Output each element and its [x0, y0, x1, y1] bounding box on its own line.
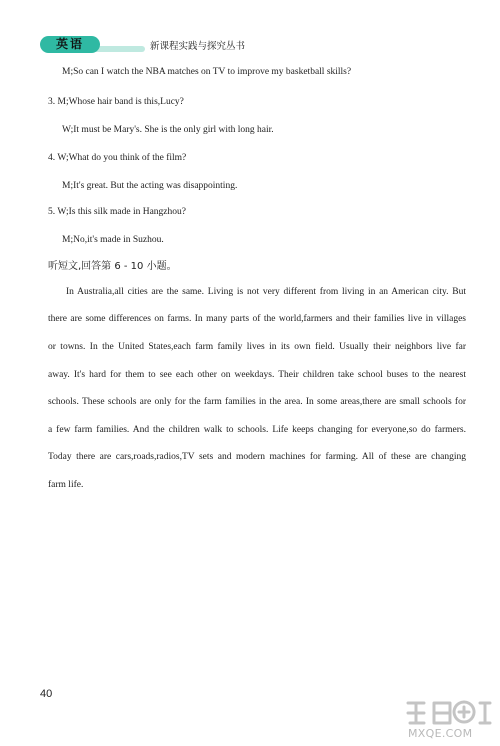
page-number: 40	[40, 688, 53, 700]
section-heading: 听短文,回答第 6 - 10 小题。	[48, 261, 177, 272]
passage-line-7: Today there are cars,roads,radios,TV sets and modern machines for farming. All of these are changing	[48, 452, 466, 462]
dialogue-line-6: 5. W;Is this silk made in Hangzhou?	[48, 207, 186, 217]
dialogue-line-7: M;No,it's made in Suzhou.	[62, 235, 164, 245]
watermark-logo	[402, 697, 494, 743]
passage-line-6: a few farm families. And the children walk to schools. Life keeps changing for everyone,so do farmers.	[48, 425, 466, 435]
passage-line-4: away. It's hard for them to see each other on weekdays. Their children take school buses to the nearest	[48, 370, 466, 380]
watermark-logo-icon	[402, 697, 494, 729]
page-header	[40, 36, 246, 54]
passage-line-8: farm life.	[48, 480, 84, 490]
passage-line-3: or towns. In the United States,each farm family lives in its own field. Usually their neighbors live far	[48, 342, 466, 352]
passage-line-2: there are some differences on farms. In many parts of the world,farmers and their families live in villages	[48, 314, 466, 324]
dialogue-line-3: W;It must be Mary's. She is the only girl with long hair.	[62, 125, 274, 135]
subject-badge: 英语	[40, 36, 100, 53]
dialogue-line-4: 4. W;What do you think of the film?	[48, 153, 187, 163]
dialogue-line-5: M;It's great. But the acting was disappointing.	[62, 181, 238, 191]
series-title: 新课程实践与探究丛书	[150, 41, 246, 52]
passage-line-5: schools. These schools are only for the farm families in the area. In some areas,there are small schools for	[48, 397, 466, 407]
watermark-text: MXQE.COM	[408, 727, 473, 740]
dialogue-line-2: 3. M;Whose hair band is this,Lucy?	[48, 97, 184, 107]
passage-line-1: In Australia,all cities are the same. Living is not very different from living in an American city. But	[66, 287, 466, 297]
dialogue-line-1: M;So can I watch the NBA matches on TV to improve my basketball skills?	[62, 67, 352, 77]
